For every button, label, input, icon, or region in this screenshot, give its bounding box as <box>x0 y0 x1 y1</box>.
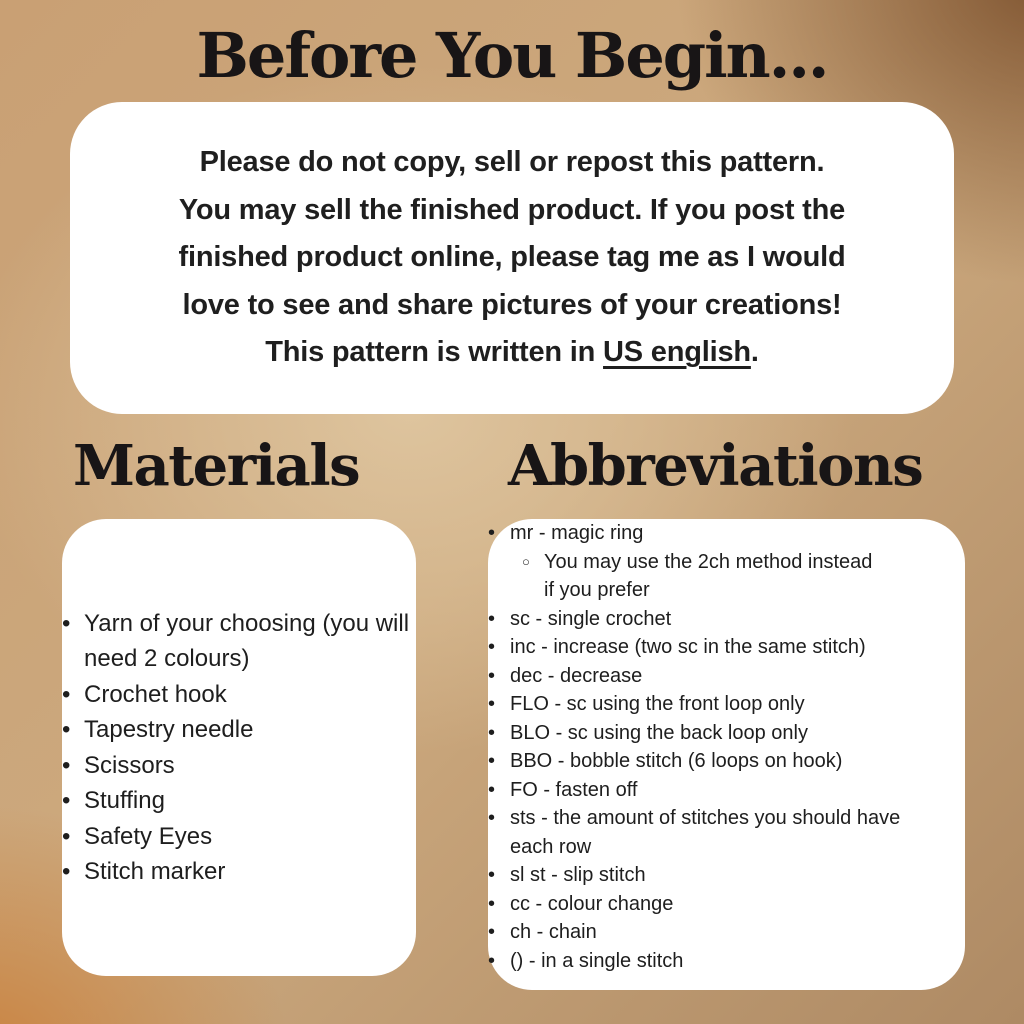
list-item-text: Tapestry needle <box>84 716 254 743</box>
bullet-icon <box>62 854 84 890</box>
list-item-text: () - in a single stitch <box>510 949 684 972</box>
list-item <box>62 712 416 748</box>
list-item-text: sc - single crochet <box>510 607 672 630</box>
materials-heading: Materials <box>73 433 360 499</box>
list-item-text: dec - decrease <box>510 664 643 687</box>
list-item <box>488 947 965 976</box>
notice-line: finished product online, please tag me as I would <box>178 241 846 274</box>
page-title: Before You Begin... <box>196 19 828 92</box>
notice-final-prefix: This pattern is written in <box>265 336 604 369</box>
list-item <box>488 519 965 548</box>
list-item-text: Yarn of your choosing (you will need 2 colours) <box>84 609 410 672</box>
bullet-icon <box>488 519 510 548</box>
list-item-text: ch - chain <box>510 921 597 943</box>
list-item-text: sl st - slip stitch <box>510 864 646 886</box>
list-item-text: inc - increase (two sc in the same stitch) <box>510 636 866 658</box>
bullet-icon <box>488 662 510 691</box>
notice-final-line <box>179 329 846 377</box>
abbreviations-list <box>488 519 965 975</box>
bullet-icon <box>488 605 510 634</box>
bullet-icon <box>488 947 510 976</box>
bullet-icon <box>488 890 510 919</box>
bullet-icon <box>488 776 510 805</box>
list-item-text: Stitch marker <box>84 858 226 885</box>
underlined-text: US english <box>603 336 751 369</box>
bullet-icon <box>488 747 510 776</box>
list-item <box>488 776 965 805</box>
bullet-icon <box>62 783 84 819</box>
notice-final-suffix: . <box>750 336 759 369</box>
list-item <box>488 747 965 776</box>
notice-lines <box>179 139 846 329</box>
list-item <box>62 748 416 784</box>
list-item <box>488 690 965 719</box>
list-item-text: BLO - sc using the back loop only <box>510 721 808 744</box>
materials-list <box>62 606 416 890</box>
list-item <box>488 890 965 919</box>
list-item-text: Crochet hook <box>84 680 227 708</box>
notice-line: You may sell the finished product. If you post the <box>178 193 846 226</box>
list-item <box>488 804 965 861</box>
bullet-icon <box>522 548 544 579</box>
list-item <box>62 854 416 890</box>
list-item-text: mr - magic ring <box>510 522 644 544</box>
list-item <box>488 605 965 634</box>
list-item-text: cc - colour change <box>510 892 674 915</box>
bullet-icon <box>488 861 510 890</box>
list-item <box>62 819 416 855</box>
bullet-icon <box>488 918 510 947</box>
abbreviations-heading: Abbreviations <box>508 433 923 499</box>
abbreviations-card <box>488 519 965 990</box>
list-item-text: FLO - sc using the front loop only <box>510 693 805 715</box>
list-item-text: Scissors <box>84 751 175 779</box>
bullet-icon <box>62 606 84 642</box>
list-item <box>488 548 965 605</box>
list-item <box>488 918 965 947</box>
bullet-icon <box>488 690 510 719</box>
bullet-icon <box>62 677 84 713</box>
list-item <box>488 662 965 691</box>
list-item-text: BBO - bobble stitch (6 loops on hook) <box>510 750 843 772</box>
list-item-text: sts - the amount of stitches you should have each row <box>510 807 901 858</box>
bullet-icon <box>62 819 84 855</box>
bullet-icon <box>62 712 84 748</box>
list-item-text: You may use the 2ch method instead if you prefer <box>544 550 873 601</box>
bullet-icon <box>62 748 84 784</box>
bullet-icon <box>488 719 510 748</box>
list-item <box>488 861 965 890</box>
notice-line: love to see and share pictures of your creations! <box>182 288 842 321</box>
bullet-icon <box>488 633 510 662</box>
notice-card <box>70 102 954 414</box>
list-item <box>62 783 416 819</box>
notice-line: Please do not copy, sell or repost this pattern. <box>199 146 825 179</box>
list-item-text: Stuffing <box>84 787 165 814</box>
notice-text <box>149 139 876 377</box>
list-item <box>488 719 965 748</box>
list-item-text: Safety Eyes <box>84 822 213 850</box>
list-item <box>488 633 965 662</box>
list-item <box>62 677 416 713</box>
list-item-text: FO - fasten off <box>510 778 638 801</box>
materials-card <box>62 519 416 976</box>
bullet-icon <box>488 804 510 833</box>
list-item <box>62 606 416 677</box>
